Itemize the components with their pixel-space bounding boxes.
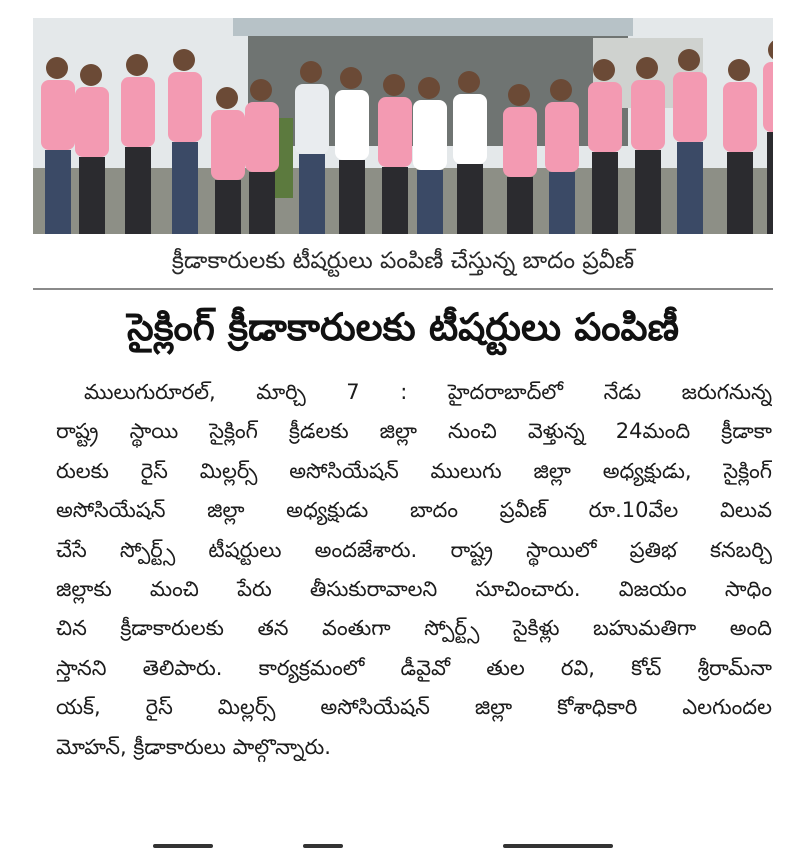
person-legs	[382, 167, 408, 234]
person-shirt	[723, 82, 757, 152]
person-legs	[339, 160, 365, 234]
cutoff-mark	[153, 844, 213, 848]
person-legs	[45, 150, 71, 234]
article-headline: సైక్లింగ్ క్రీడాకారులకు టీషర్టులు పంపిణీ	[127, 305, 679, 349]
person-legs	[299, 154, 325, 234]
photo-person	[631, 57, 665, 234]
photo-person	[41, 57, 75, 234]
person-head	[678, 49, 700, 71]
person-legs	[172, 142, 198, 234]
photo-person	[413, 77, 447, 234]
person-head	[80, 64, 102, 86]
person-legs	[727, 152, 753, 234]
person-legs	[549, 172, 575, 234]
person-head	[46, 57, 68, 79]
photo-roof	[233, 18, 633, 36]
photo-person	[295, 61, 329, 234]
person-head	[458, 71, 480, 93]
person-head	[418, 77, 440, 99]
person-shirt	[335, 90, 369, 160]
photo-person	[723, 59, 757, 234]
person-legs	[417, 170, 443, 234]
photo-person	[121, 54, 155, 234]
photo-person	[335, 67, 369, 234]
person-head	[250, 79, 272, 101]
body-line: రాష్ట్ర స్థాయి సైక్లింగ్ క్రీడలకు జిల్లా నుంచి వెళ్తున్న 24మంది క్రీడాకా	[56, 419, 772, 444]
person-legs	[215, 180, 241, 234]
person-legs	[635, 150, 661, 234]
person-shirt	[75, 87, 109, 157]
person-head	[173, 49, 195, 71]
person-legs	[79, 157, 105, 234]
person-shirt	[588, 82, 622, 152]
person-head	[593, 59, 615, 81]
person-shirt	[168, 72, 202, 142]
body-line: ములుగురూరల్, మార్చి 7 : హైదరాబాద్‌లో నేడు జరుగనున్న	[84, 380, 772, 404]
cutoff-mark	[303, 844, 343, 848]
person-legs	[457, 164, 483, 234]
article-body	[56, 373, 772, 767]
person-legs	[767, 132, 773, 234]
person-legs	[592, 152, 618, 234]
person-legs	[507, 177, 533, 234]
person-head	[216, 87, 238, 109]
body-line: చిన క్రీడాకారులకు తన వంతుగా స్పోర్ట్స్ సైకిళ్లు బహుమతిగా అంది	[56, 616, 772, 641]
body-line: చేసే స్పోర్ట్స్ టీషర్టులు అందజేశారు. రాష్ట్ర స్థాయిలో ప్రతిభ కనబర్చి	[56, 537, 772, 562]
photo-person	[75, 64, 109, 234]
person-shirt	[41, 80, 75, 150]
body-line: స్తానని తెలిపారు. కార్యక్రమంలో డీవైవో తుల రవి, కోచ్ శ్రీరామ్‌నా	[56, 655, 772, 680]
next-article-cutoff	[33, 838, 773, 853]
person-shirt	[503, 107, 537, 177]
person-shirt	[121, 77, 155, 147]
person-shirt	[673, 72, 707, 142]
person-head	[383, 74, 405, 96]
person-head	[340, 67, 362, 89]
cutoff-mark	[503, 844, 613, 848]
body-line: జిల్లాకు మంచి పేరు తీసుకురావాలని సూచించారు. విజయం సాధిం	[56, 576, 772, 601]
person-shirt	[763, 62, 773, 132]
body-line: యక్, రైస్ మిల్లర్స్ అసోసియేషన్ జిల్లా కోశాధికారి ఎలగుందల	[56, 695, 772, 720]
photo-person	[453, 71, 487, 234]
photo-person	[588, 59, 622, 234]
person-head	[728, 59, 750, 81]
group-photo-image	[33, 18, 773, 234]
news-photo	[33, 18, 773, 234]
person-shirt	[378, 97, 412, 167]
person-legs	[125, 147, 151, 234]
person-legs	[677, 142, 703, 234]
person-shirt	[413, 100, 447, 170]
person-shirt	[211, 110, 245, 180]
person-head	[636, 57, 658, 79]
person-shirt	[453, 94, 487, 164]
photo-caption: క్రీడాకారులకు టీషర్టులు పంపిణీ చేస్తున్న బాదం ప్రవీణ్	[33, 240, 773, 290]
person-shirt	[545, 102, 579, 172]
person-head	[126, 54, 148, 76]
person-shirt	[295, 84, 329, 154]
person-shirt	[245, 102, 279, 172]
person-head	[508, 84, 530, 106]
person-head	[550, 79, 572, 101]
body-line: అసోసియేషన్ జిల్లా అధ్యక్షుడు బాదం ప్రవీణ్ రూ.10వేల విలువ	[56, 498, 772, 523]
person-head	[300, 61, 322, 83]
person-legs	[249, 172, 275, 234]
body-line: మోహన్, క్రీడాకారులు పాల్గొన్నారు.	[56, 734, 331, 759]
person-shirt	[631, 80, 665, 150]
photo-person	[378, 74, 412, 234]
body-line: రులకు రైస్ మిల్లర్స్ అసోసియేషన్ ములుగు జిల్లా అధ్యక్షుడు, సైక్లింగ్	[56, 458, 772, 483]
